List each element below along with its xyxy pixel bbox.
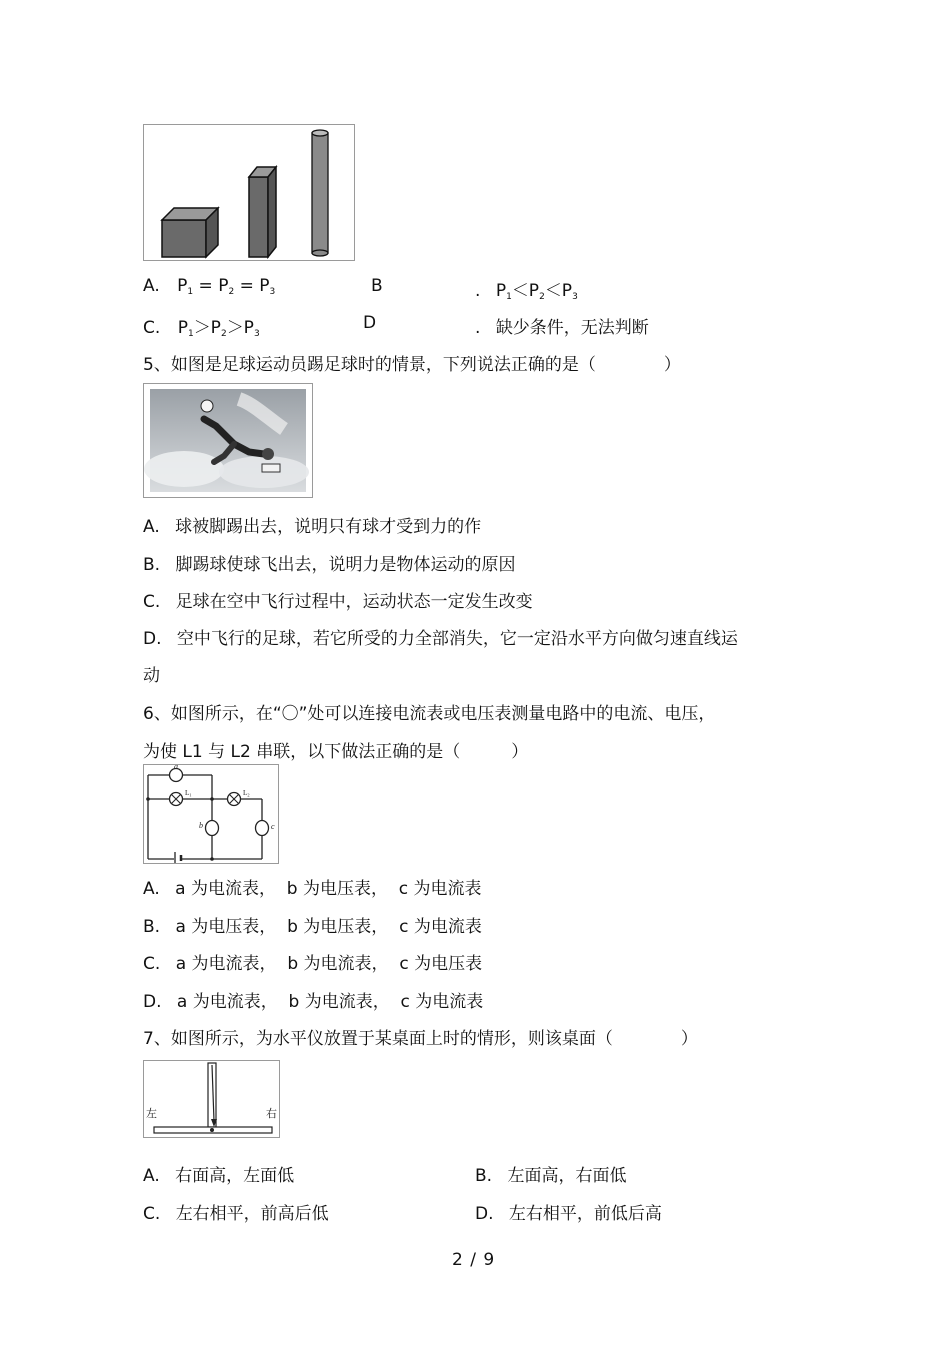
q5-stem: 5、如图是足球运动员踢足球时的情景，下列说法正确的是（ ） [143,355,681,375]
football-photo [144,384,312,497]
q7-stem: 7、如图所示，为水平仪放置于某桌面上时的情形，则该桌面（ ） [143,1029,698,1049]
lamp-l2-label: L₂ [243,789,250,797]
option-text: 足球在空中飞行过程中，运动状态一定发生改变 [175,592,533,612]
option-letter: B. [143,917,161,937]
option-text: 右面高，左面低 [175,1166,295,1186]
option-letter: B. [475,1166,493,1186]
q4-figure-solids [143,124,355,261]
option-text: 左右相平，前高后低 [175,1204,329,1224]
q4-option-a [143,276,275,297]
q5-option-a [143,512,481,537]
q4-option-d-letter: D [363,313,377,333]
option-letter: A. [143,879,160,899]
q4-option-b: . $P_1<P_2<P_3$ [475,281,578,302]
level-instrument-drawing [144,1061,279,1137]
page-number: 2 / 9 [452,1250,496,1270]
q7-option-a [143,1161,294,1186]
lamp-l1-label: L₁ [185,789,192,797]
q5-figure-football [143,383,313,498]
left-label: 左 [146,1107,157,1120]
option-letter: C. [143,592,161,612]
option-text: 球被脚踢出去，说明只有球才受到力的作 [175,517,482,537]
option-letter: B. [143,555,161,575]
option-text: 空中飞行的足球，若它所受的力全部消失，它一定沿水平方向做匀速直线运 [176,629,738,649]
circuit-diagram [144,765,278,863]
meter-b-label: b [199,821,203,830]
option-text: 左面高，右面低 [507,1166,627,1186]
q5-option-c [143,587,533,612]
meter-c-label: c [271,822,275,831]
option-text: $P_1<P_2<P_3$ [495,281,578,302]
option-letter: A. [143,276,160,296]
option-letter: C. [143,954,161,974]
q7-option-c [143,1199,329,1224]
q6-option-d [143,987,483,1012]
q4-option-d: . 缺少条件，无法判断 [475,318,649,338]
q4-option-b-letter: B [371,276,383,296]
option-letter: A. [143,1166,160,1186]
option-text: a 为电流表， b 为电压表， c 为电流表 [175,879,482,899]
option-text: a 为电流表， b 为电流表， c 为电压表 [175,954,483,974]
q5-option-d-continuation: 动 [143,666,160,686]
option-text: 脚踢球使球飞出去，说明力是物体运动的原因 [175,555,516,575]
solids-drawing [144,125,354,260]
option-letter: C. [143,318,161,338]
option-letter: D. [143,992,162,1012]
q6-stem-line2: 为使 L1 与 L2 串联，以下做法正确的是（ ） [143,742,529,762]
meter-a-label: a [174,765,178,771]
option-text: $P_1 = P_2 = P_3$ [177,276,276,297]
q7-option-d [475,1199,662,1224]
q7-figure-level [143,1060,280,1138]
option-text: $P_1>P_2>P_3$ [177,318,260,339]
q5-option-b [143,550,515,575]
q6-option-c [143,949,482,974]
option-letter: D. [475,1204,494,1224]
option-letter: A. [143,517,160,537]
option-text: a 为电流表， b 为电流表， c 为电流表 [176,992,484,1012]
option-text: 左右相平，前低后高 [508,1204,662,1224]
right-label: 右 [266,1107,277,1120]
q7-option-b [475,1161,626,1186]
option-text: a 为电压表， b 为电压表， c 为电流表 [175,917,482,937]
q4-option-c [143,313,260,339]
q6-option-a [143,874,482,899]
q6-stem-line1: 6、如图所示，在“〇”处可以连接电流表或电压表测量电路中的电流、电压， [143,704,716,724]
q6-option-b [143,912,482,937]
q5-option-d [143,624,738,649]
option-text: 缺少条件，无法判断 [495,318,649,338]
q6-figure-circuit [143,764,279,864]
option-letter: D. [143,629,162,649]
option-letter: C. [143,1204,161,1224]
